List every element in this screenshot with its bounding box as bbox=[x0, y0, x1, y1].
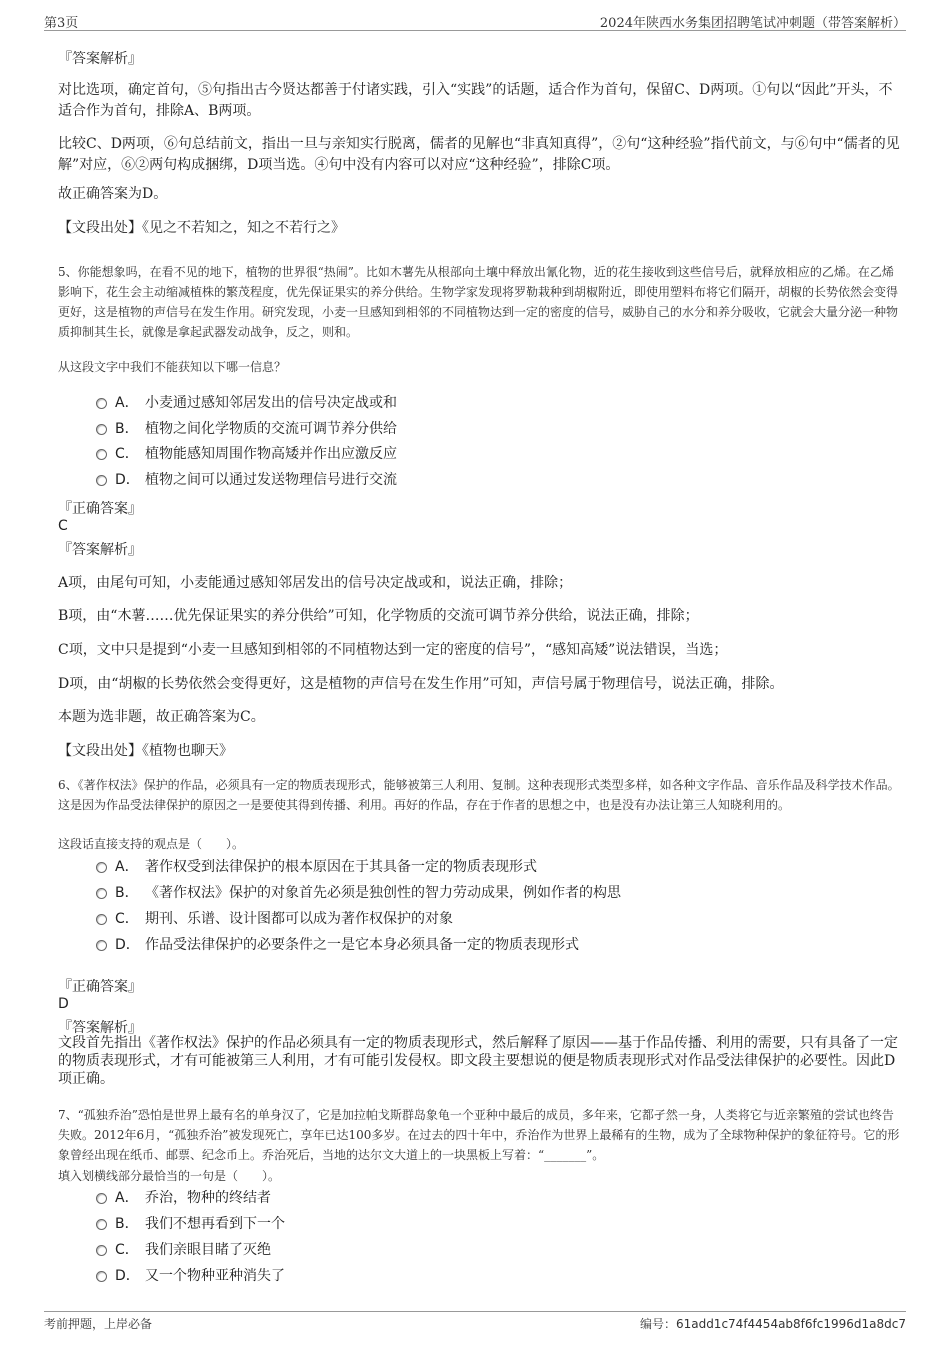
radio-icon[interactable] bbox=[96, 914, 107, 925]
radio-icon[interactable] bbox=[96, 940, 107, 951]
q5-stem: 5、你能想象吗，在看不见的地下，植物的世界很“热闹”。比如木薯先从根部向土壤中释放出氰化物，近的花生接收到这些信号后，就释放相应的乙烯。在乙烯影响下，花生会主动缩减植株的繁茂程度，优先保证果实的养分供给。生物学家发现将罗勒栽种到胡椒附近，即使用塑料布将它们隔开，胡椒的长势依然会变得更好，这是植物的声信号在发生作用。研究发现，小麦一旦感知到相邻的不同植物达到一定的密度的信号，威胁自己的水分和养分吸收，它就会大量分泌一种物质抑制其生长，就像是拿起武器发动战争，反之，则和。 bbox=[58, 265, 899, 339]
q7-option-c[interactable]: C． 我们亲眼目睹了灭绝 bbox=[96, 1239, 271, 1261]
q7-option-b[interactable]: B． 我们不想再看到下一个 bbox=[96, 1213, 285, 1235]
q5-analysis-c: C项，文中只是提到“小麦一旦感知到相邻的不同植物达到一定的密度的信号”，“感知高矮”说法错误，当选； bbox=[58, 642, 728, 658]
q6-option-a[interactable]: A． 著作权受到法律保护的根本原因在于其具备一定的物质表现形式 bbox=[96, 856, 537, 878]
q5-analysis-a: A项，由尾句可知，小麦能通过感知邻居发出的信号决定战或和，说法正确，排除； bbox=[58, 575, 573, 591]
document-title: 2024年陕西水务集团招聘笔试冲刺题（带答案解析） bbox=[599, 16, 906, 31]
q6-question: 这段话直接支持的观点是（ ）。 bbox=[58, 837, 245, 851]
q5-source: 【文段出处】《植物也聊天》 bbox=[58, 743, 233, 759]
radio-icon[interactable] bbox=[96, 449, 107, 460]
q5-correct-label: 『正确答案』 bbox=[58, 501, 142, 517]
q5-option-b[interactable]: B． 植物之间化学物质的交流可调节养分供给 bbox=[96, 418, 397, 440]
page-footer bbox=[44, 1311, 906, 1331]
q4-analysis-p2: 比较C、D两项，⑥句总结前文，指出一旦与亲知实行脱离，儒者的见解也“非真知真得”，②句“这种经验”指代前文，与⑥句中“儒者的见解”对应，⑥②两句构成捆绑，D项当选。④句中没有内容可以对应“这种经验”，排除C项。 bbox=[58, 136, 900, 173]
radio-icon[interactable] bbox=[96, 1271, 107, 1282]
q7-option-d[interactable]: D． 又一个物种亚种消失了 bbox=[96, 1265, 285, 1287]
page-number: 第3页 bbox=[44, 16, 79, 31]
q7-question: 填入划横线部分最恰当的一句是（ ）。 bbox=[58, 1169, 281, 1183]
radio-icon[interactable] bbox=[96, 475, 107, 486]
q6-correct-label: 『正确答案』 bbox=[58, 979, 142, 995]
q5-analysis-d: D项，由“胡椒的长势依然会变得更好，这是植物的声信号在发生作用”可知，声信号属于物理信号，说法正确，排除。 bbox=[58, 676, 784, 692]
q6-answer: D bbox=[58, 996, 69, 1012]
q6-option-d[interactable]: D． 作品受法律保护的必要条件之一是它本身必须具备一定的物质表现形式 bbox=[96, 934, 579, 956]
q4-analysis-label: 『答案解析』 bbox=[58, 51, 142, 67]
page-header bbox=[44, 0, 906, 31]
q4-analysis-p1: 对比选项，确定首句，⑤句指出古今贤达都善于付诸实践，引入“实践”的话题，适合作为首句，保留C、D两项。①句以“因此”开头，不适合作为首句，排除A、B两项。 bbox=[58, 82, 893, 119]
radio-icon[interactable] bbox=[96, 424, 107, 435]
q7-option-a[interactable]: A． 乔治，物种的终结者 bbox=[96, 1187, 271, 1209]
q5-analysis-b: B项，由“木薯……优先保证果实的养分供给”可知，化学物质的交流可调节养分供给，说法正确，排除； bbox=[58, 608, 699, 624]
radio-icon[interactable] bbox=[96, 1245, 107, 1256]
footer-code: 编号：61add1c74f4454ab8f6fc1996d1a8dc7 bbox=[639, 1317, 906, 1331]
q6-stem: 6、《著作权法》保护的作品，必须具有一定的物质表现形式，能够被第三人利用、复制。这种表现形式类型多样，如各种文字作品、音乐作品及科学技术作品。这是因为作品受法律保护的原因之一是要使其得到传播、利用。再好的作品，存在于作者的思想之中，也是没有办法让第三人知晓利用的。 bbox=[58, 778, 900, 812]
q4-source: 【文段出处】《见之不若知之，知之不若行之》 bbox=[58, 220, 345, 236]
q5-option-a[interactable]: A． 小麦通过感知邻居发出的信号决定战或和 bbox=[96, 392, 397, 414]
q5-answer: C bbox=[58, 518, 68, 534]
q6-option-c[interactable]: C． 期刊、乐谱、设计图都可以成为著作权保护的对象 bbox=[96, 908, 453, 930]
q4-analysis-p3: 故正确答案为D。 bbox=[58, 186, 168, 202]
radio-icon[interactable] bbox=[96, 1193, 107, 1204]
q5-option-c[interactable]: C． 植物能感知周围作物高矮并作出应激反应 bbox=[96, 443, 397, 465]
q5-conclusion: 本题为选非题，故正确答案为C。 bbox=[58, 709, 265, 725]
q6-analysis-label: 『答案解析』 bbox=[58, 1020, 142, 1036]
q5-question: 从这段文字中我们不能获知以下哪一信息？ bbox=[58, 360, 287, 374]
q5-analysis-label: 『答案解析』 bbox=[58, 542, 142, 558]
radio-icon[interactable] bbox=[96, 888, 107, 899]
radio-icon[interactable] bbox=[96, 1219, 107, 1230]
radio-icon[interactable] bbox=[96, 862, 107, 873]
q7-stem: 7、“孤独乔治”恐怕是世界上最有名的单身汉了，它是加拉帕戈斯群岛象龟一个亚种中最后的成员，多年来，它都孑然一身，人类将它与近亲繁殖的尝试也终告失败。2012年6月，“孤独乔治”被发现死亡，享年已达100多岁。在过去的四十年中，乔治作为世界上最稀有的生物，成为了全球物种保护的象征符号。它的形象曾经出现在纸币、邮票、纪念币上。乔治死后，当地的达尔文大道上的一块黑板上写着：“_______”。 bbox=[58, 1108, 900, 1162]
q5-option-d[interactable]: D． 植物之间可以通过发送物理信号进行交流 bbox=[96, 469, 397, 491]
q6-analysis: 文段首先指出《著作权法》保护的作品必须具有一定的物质表现形式，然后解释了原因——基于作品传播、利用的需要，只有具备了一定的物质表现形式，才有可能被第三人利用，才有可能引发侵权。即文段主要想说的便是物质表现形式对作品受法律保护的必要性。因此D项正确。 bbox=[58, 1035, 898, 1087]
footer-slogan: 考前押题，上岸必备 bbox=[44, 1317, 153, 1331]
q6-option-b[interactable]: B． 《著作权法》保护的对象首先必须是独创性的智力劳动成果，例如作者的构思 bbox=[96, 882, 621, 904]
radio-icon[interactable] bbox=[96, 398, 107, 409]
